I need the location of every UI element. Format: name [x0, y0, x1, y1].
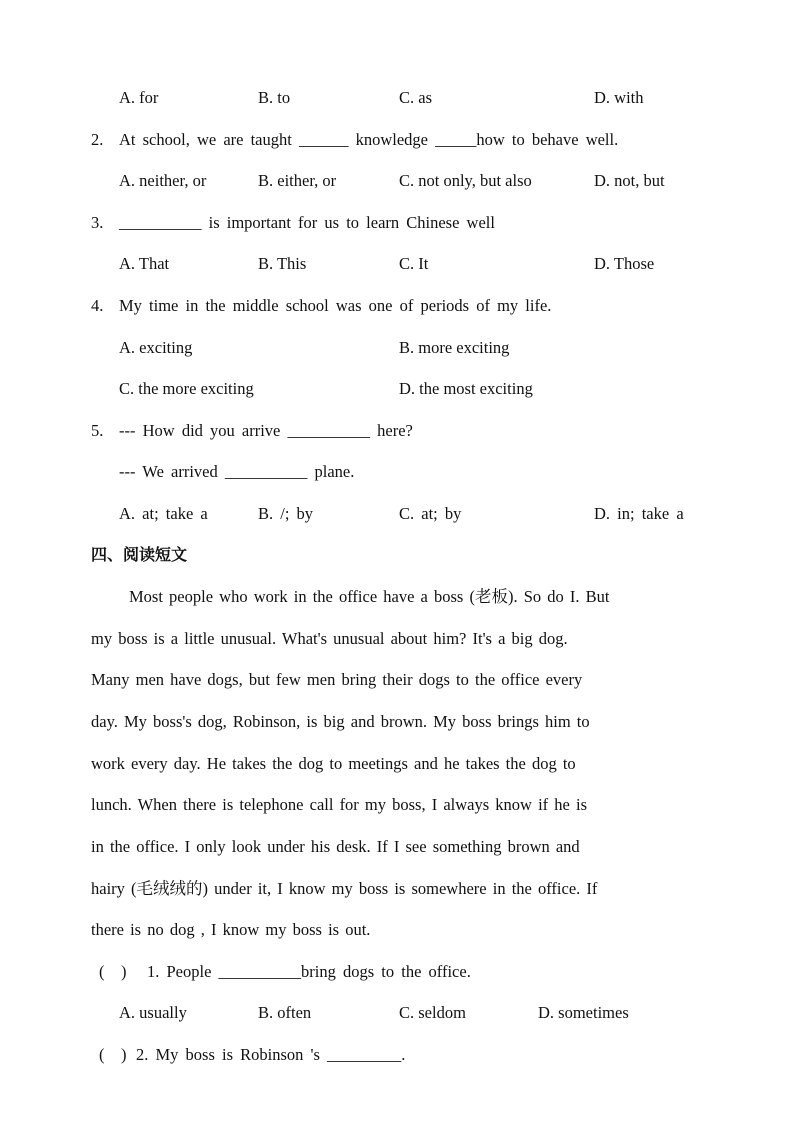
q1-option-c: C. as — [399, 88, 432, 107]
passage-line-8: hairy (毛绒绒的) under it, I know my boss is somewhere in the office. If — [91, 879, 598, 898]
passage-line-2: my boss is a little unusual. What's unusual about him? It's a big dog. — [91, 629, 568, 648]
passage-line-3: Many men have dogs, but few men bring their dogs to the office every — [91, 670, 583, 689]
passage-line-5: work every day. He takes the dog to meetings and he takes the dog to — [91, 754, 576, 773]
q3-option-a: A. That — [119, 254, 170, 273]
passage-line-9: there is no dog , I know my boss is out. — [91, 920, 371, 939]
q1-option-a: A. for — [119, 88, 159, 107]
q4-option-d: D. the most exciting — [399, 379, 533, 398]
rq2-answer-bracket[interactable]: ( ) — [99, 1045, 127, 1064]
rq2-stem: 2. My boss is Robinson 's _________. — [136, 1045, 406, 1064]
q5-dialogue-line-2: --- We arrived __________ plane. — [119, 462, 355, 481]
passage-line-4: day. My boss's dog, Robinson, is big and brown. My boss brings him to — [91, 712, 590, 731]
section-heading: 四、阅读短文 — [91, 545, 188, 564]
q4-number: 4. — [91, 296, 104, 315]
rq1-option-b: B. often — [258, 1003, 312, 1022]
rq1-answer-bracket[interactable]: ( ) — [99, 962, 127, 981]
q5-option-d: D. in; take a — [594, 504, 684, 523]
q4-option-a: A. exciting — [119, 338, 193, 357]
rq1-option-c: C. seldom — [399, 1003, 466, 1022]
q3-stem: __________ is important for us to learn Chinese well — [119, 213, 495, 232]
q4-stem: My time in the middle school was one of periods of my life. — [119, 296, 552, 315]
q2-option-d: D. not, but — [594, 171, 665, 190]
passage-line-7: in the office. I only look under his desk. If I see something brown and — [91, 837, 580, 856]
rq1-option-a: A. usually — [119, 1003, 187, 1022]
q5-dialogue-line-1: --- How did you arrive __________ here? — [119, 421, 413, 440]
passage-line-1: Most people who work in the office have a boss (老板). So do I. But — [129, 587, 610, 606]
rq1-stem: 1. People __________bring dogs to the office. — [147, 962, 471, 981]
q5-number: 5. — [91, 421, 104, 440]
passage-line-6: lunch. When there is telephone call for my boss, I always know if he is — [91, 795, 587, 814]
q3-number: 3. — [91, 213, 104, 232]
q5-option-a: A. at; take a — [119, 504, 208, 523]
q2-number: 2. — [91, 130, 104, 149]
q2-option-c: C. not only, but also — [399, 171, 532, 190]
q1-option-d: D. with — [594, 88, 644, 107]
q3-option-c: C. It — [399, 254, 429, 273]
q4-option-b: B. more exciting — [399, 338, 510, 357]
rq1-option-d: D. sometimes — [538, 1003, 629, 1022]
q5-option-c: C. at; by — [399, 504, 462, 523]
q4-option-c: C. the more exciting — [119, 379, 254, 398]
q2-option-b: B. either, or — [258, 171, 337, 190]
q2-option-a: A. neither, or — [119, 171, 207, 190]
q3-option-b: B. This — [258, 254, 307, 273]
q3-option-d: D. Those — [594, 254, 655, 273]
q1-option-b: B. to — [258, 88, 291, 107]
q2-stem: At school, we are taught ______ knowledge _____how to behave well. — [119, 130, 619, 149]
q5-option-b: B. /; by — [258, 504, 314, 523]
